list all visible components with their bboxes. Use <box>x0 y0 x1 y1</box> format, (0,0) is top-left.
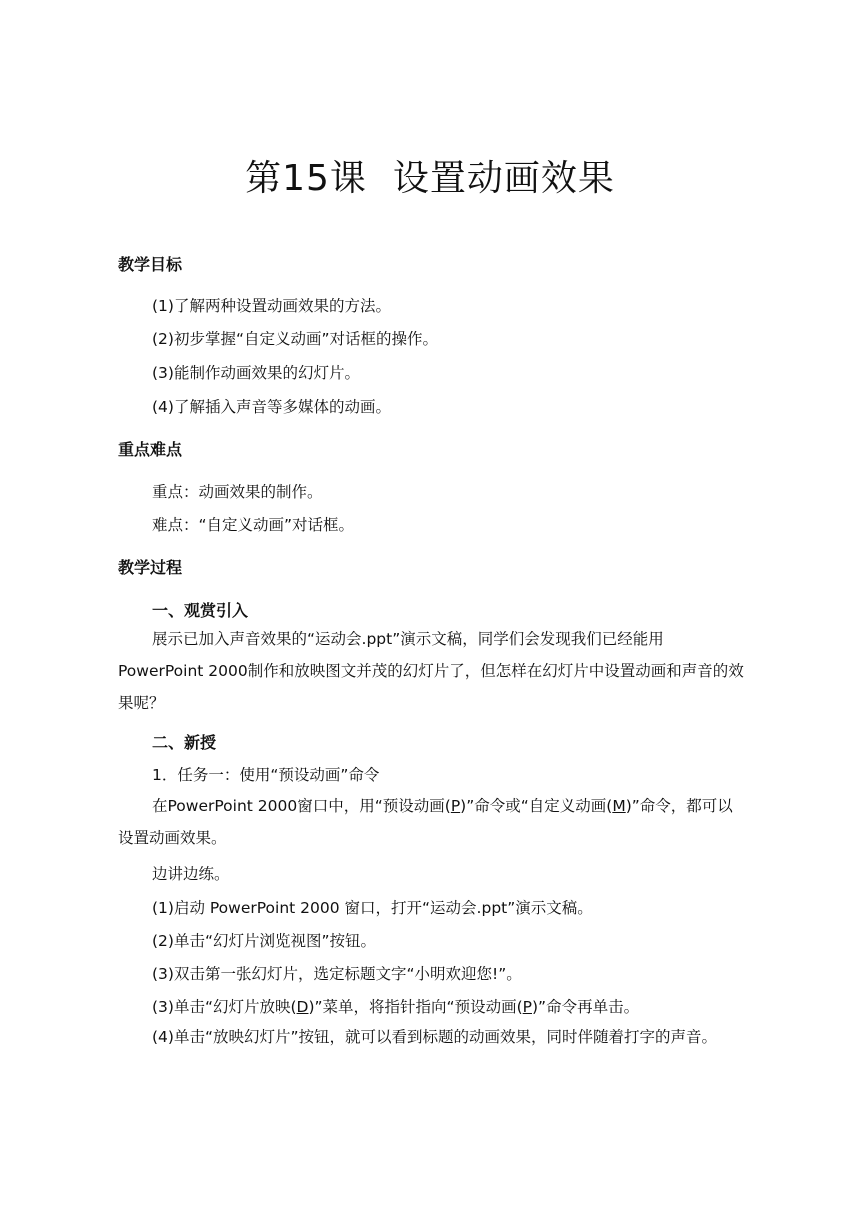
lesson-number: 第15课 <box>245 158 367 199</box>
goal-item-4: (4)了解插入声音等多媒体的动画。 <box>152 398 391 416</box>
heading-goals: 教学目标 <box>118 255 183 274</box>
lesson-topic: 设置动画效果 <box>392 158 615 199</box>
task1-heading: 1．任务一：使用“预设动画”命令 <box>152 766 380 784</box>
heading-process: 教学过程 <box>118 558 183 577</box>
shortcut-key: P <box>522 998 532 1016</box>
difficult-point-item: 难点：“自定义动画”对话框。 <box>152 516 355 534</box>
part1-heading: 一、观赏引入 <box>152 601 249 620</box>
goal-item-1: (1)了解两种设置动画效果的方法。 <box>152 297 391 315</box>
text-run: (3)单击“幻灯片放映( <box>152 998 297 1016</box>
shortcut-key: P <box>450 797 461 815</box>
task1-paragraph <box>118 790 746 854</box>
text-run: )”命令，都可以设置动画效果。 <box>118 797 733 847</box>
text-run: 在PowerPoint 2000窗口中，用“预设动画( <box>152 797 451 815</box>
step-1: (1)启动 PowerPoint 2000 窗口，打开“运动会.ppt”演示文稿。 <box>152 899 593 917</box>
key-point-item: 重点：动画效果的制作。 <box>152 483 323 501</box>
text-run: )”命令再单击。 <box>532 998 640 1016</box>
shortcut-key: D <box>296 998 309 1016</box>
part2-heading: 二、新授 <box>152 733 217 752</box>
step-3: (3)双击第一张幻灯片，选定标题文字“小明欢迎您!”。 <box>152 965 522 983</box>
text-run: )”菜单，将指针指向“预设动画( <box>308 998 523 1016</box>
practice-note: 边讲边练。 <box>152 865 230 883</box>
goal-item-2: (2)初步掌握“自定义动画”对话框的操作。 <box>152 330 439 348</box>
step-5: (4)单击“放映幻灯片”按钮，就可以看到标题的动画效果，同时伴随着打字的声音。 <box>152 1028 718 1046</box>
heading-key-points: 重点难点 <box>118 440 183 459</box>
shortcut-key: M <box>612 797 626 815</box>
goal-item-3: (3)能制作动画效果的幻灯片。 <box>152 364 360 382</box>
step-2: (2)单击“幻灯片浏览视图”按钮。 <box>152 932 377 950</box>
part1-paragraph: 展示已加入声音效果的“运动会.ppt”演示文稿，同学们会发现我们已经能用PowerPoint 2000制作和放映图文并茂的幻灯片了，但怎样在幻灯片中设置动画和声音的效果呢？ <box>118 630 744 712</box>
text-run: )”命令或“自定义动画( <box>460 797 613 815</box>
page-title <box>0 150 860 201</box>
step-4 <box>152 995 639 1017</box>
